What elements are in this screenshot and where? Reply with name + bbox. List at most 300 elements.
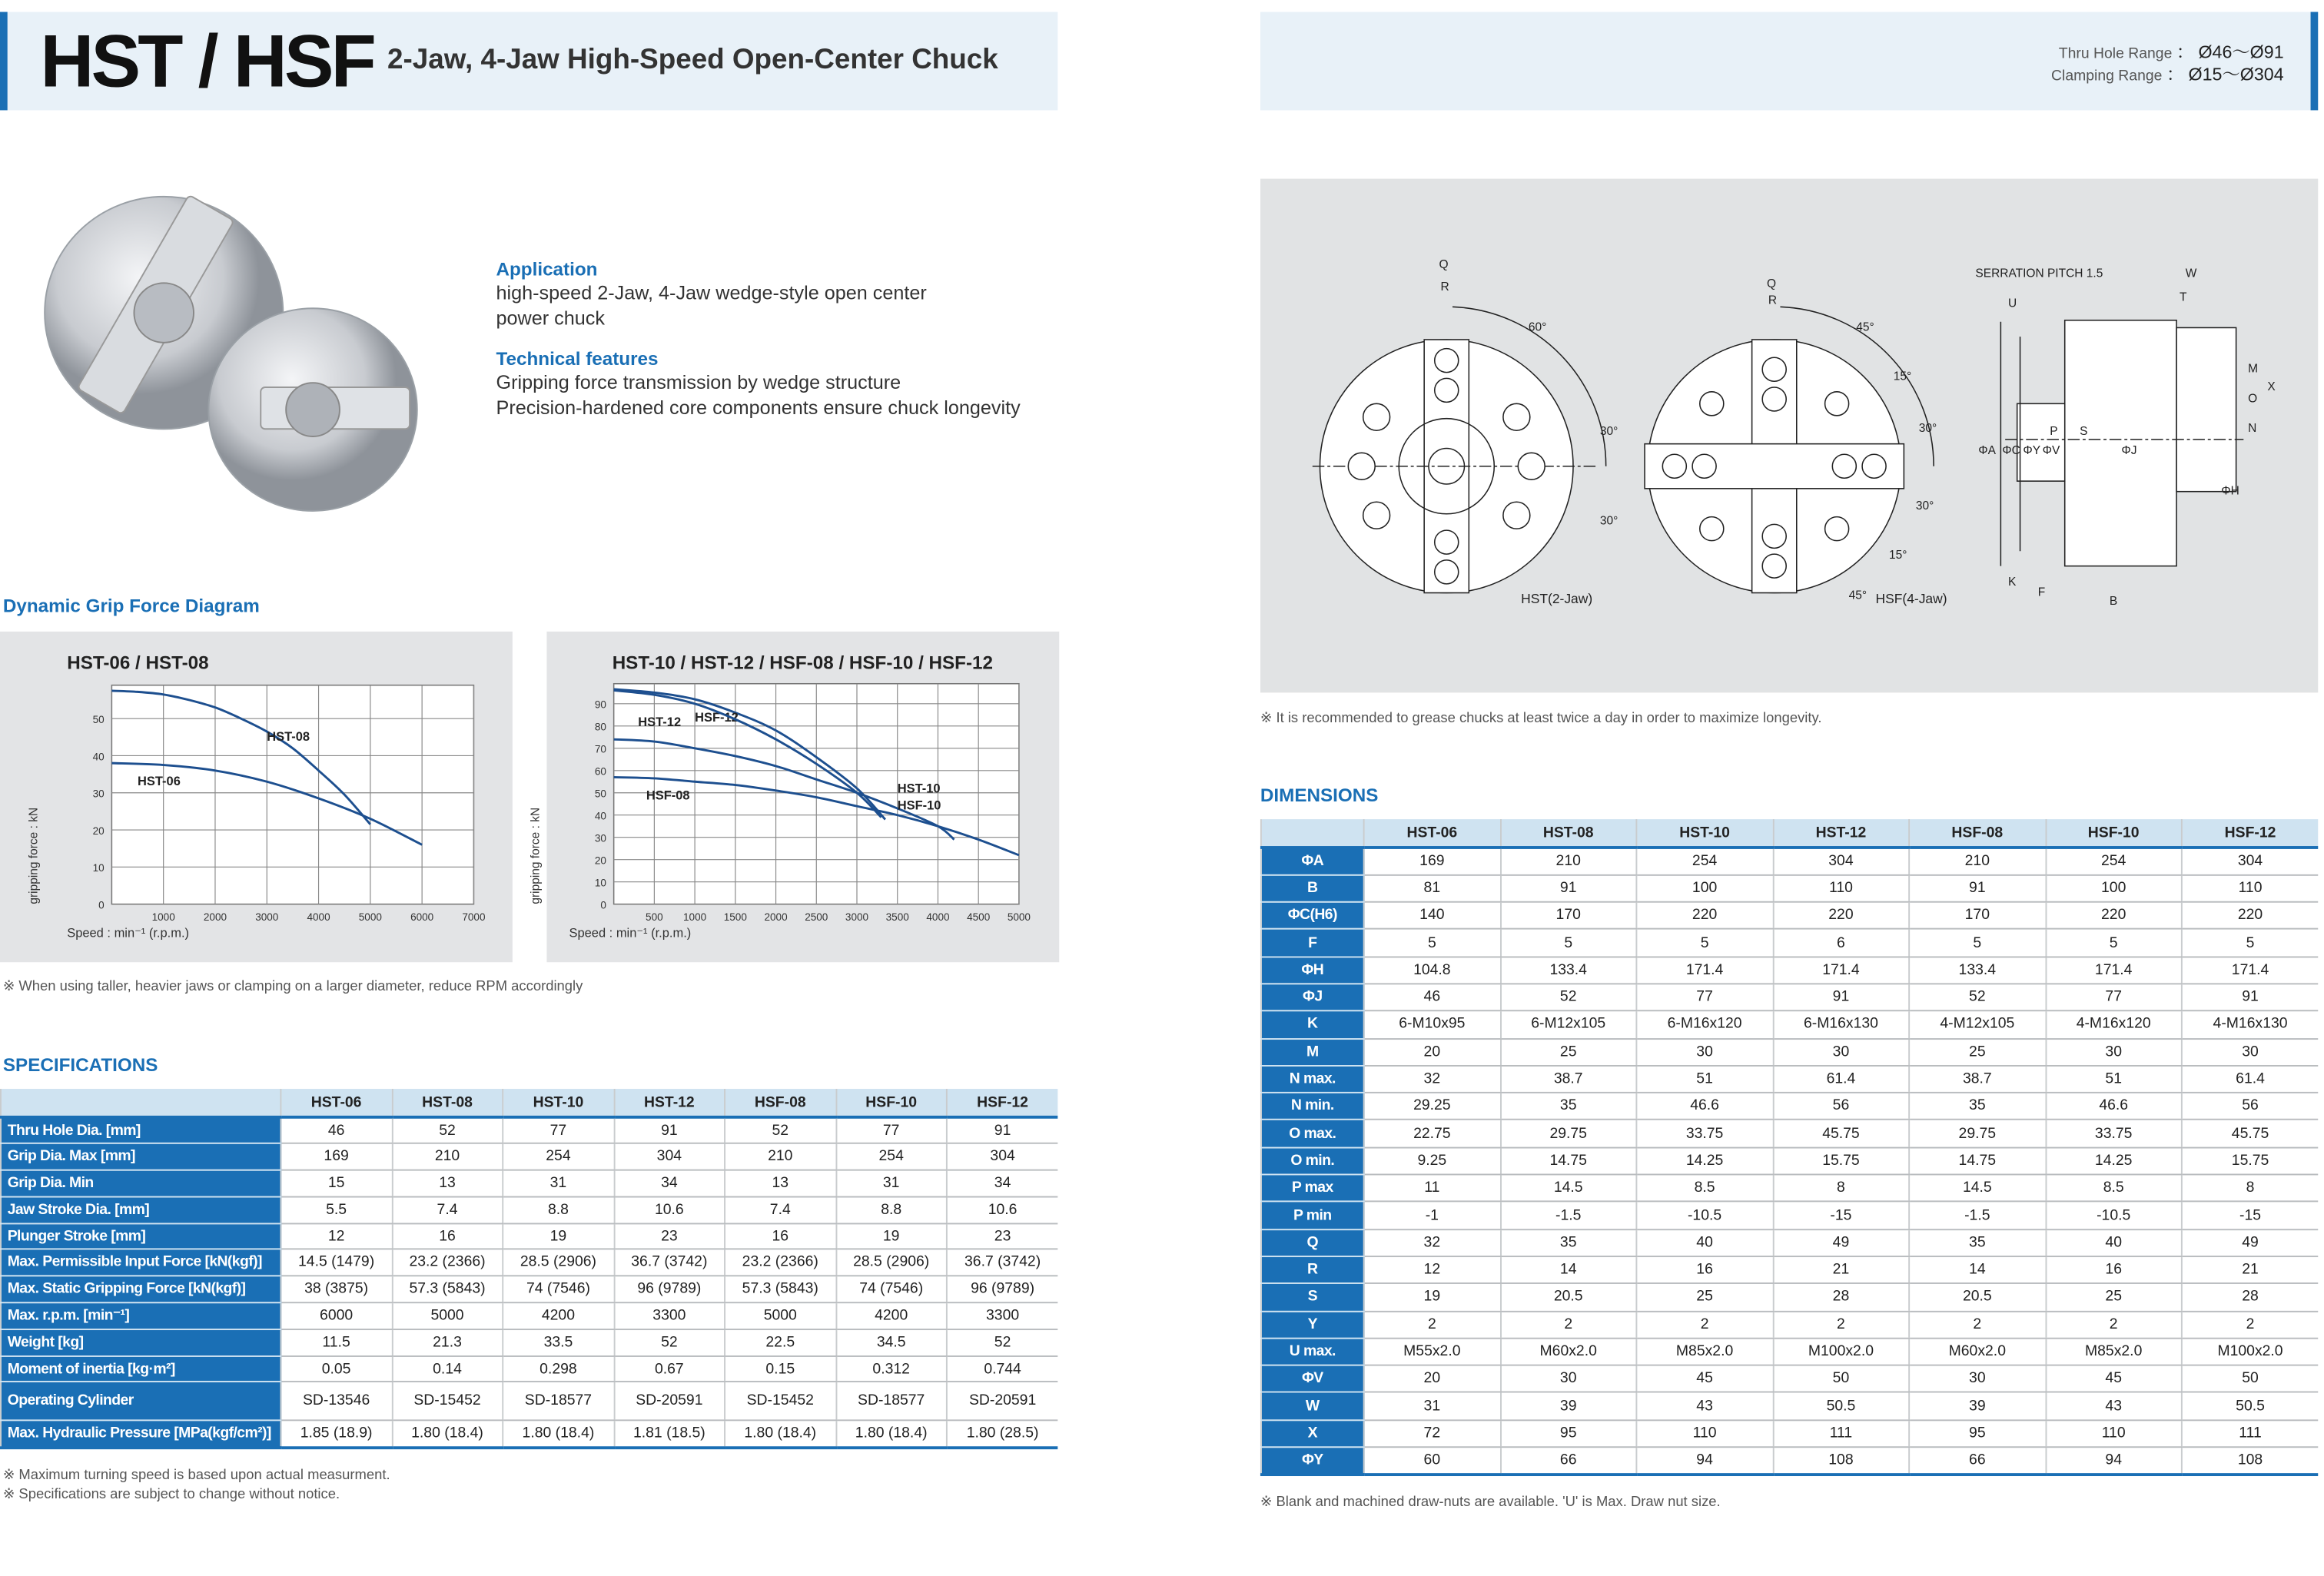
- table-cell: 16: [1636, 1256, 1772, 1283]
- row-label: X: [1261, 1420, 1364, 1447]
- table-cell: 0.05: [281, 1355, 391, 1382]
- chart-title: HST-10 / HST-12 / HSF-08 / HSF-10 / HSF-12: [612, 652, 993, 674]
- x-tick-label: 1000: [151, 911, 175, 923]
- table-row: [1, 1170, 1057, 1196]
- table-cell: 171.4: [1773, 957, 1909, 984]
- table-cell: 3300: [614, 1302, 725, 1329]
- table-cell: 5: [1636, 929, 1772, 956]
- dim-label: X: [2267, 380, 2276, 393]
- table-cell: 77: [1636, 984, 1772, 1010]
- table-row: [1261, 929, 2318, 956]
- table-cell: 35: [1909, 1093, 2045, 1120]
- table-cell: 46.6: [1636, 1093, 1772, 1120]
- table-cell: SD-18577: [835, 1382, 946, 1421]
- x-tick-label: 7000: [462, 911, 486, 923]
- y-tick-label: 20: [92, 824, 105, 837]
- table-cell: 50.5: [1773, 1392, 1909, 1419]
- table-cell: 5: [2046, 929, 2182, 956]
- table-cell: 72: [1364, 1420, 1500, 1447]
- table-cell: 25: [1909, 1038, 2045, 1065]
- column-header: HSF-10: [2046, 819, 2182, 848]
- dim-label: R: [1440, 280, 1449, 294]
- table-cell: 111: [1773, 1420, 1909, 1447]
- x-tick-label: 5000: [358, 911, 382, 923]
- table-cell: 61.4: [2182, 1066, 2318, 1093]
- table-cell: 133.4: [1500, 957, 1636, 984]
- x-tick-label: 6000: [410, 911, 434, 923]
- y-tick-label: 80: [594, 721, 606, 733]
- table-row: [1, 1276, 1057, 1302]
- table-row: [1261, 1256, 2318, 1283]
- table-row: [1261, 874, 2318, 901]
- table-cell: 91: [1773, 984, 1909, 1010]
- table-cell: 36.7 (3742): [614, 1249, 725, 1276]
- row-label: M: [1261, 1038, 1364, 1065]
- table-cell: 2: [1636, 1311, 1772, 1338]
- table-cell: 8.8: [503, 1196, 613, 1223]
- table-cell: 57.3 (5843): [725, 1276, 835, 1302]
- row-label: N min.: [1261, 1093, 1364, 1120]
- table-cell: 8: [2182, 1175, 2318, 1202]
- row-label: Thru Hole Dia. [mm]: [1, 1117, 281, 1143]
- table-cell: 56: [2182, 1093, 2318, 1120]
- table-cell: 45.75: [2182, 1120, 2318, 1147]
- header-corner: [1, 1089, 281, 1117]
- table-cell: 104.8: [1364, 957, 1500, 984]
- table-cell: 6000: [281, 1302, 391, 1329]
- table-cell: -15: [2182, 1202, 2318, 1229]
- table-cell: 50: [1773, 1365, 1909, 1392]
- series-label: HST-10: [897, 781, 941, 796]
- table-cell: 0.298: [503, 1355, 613, 1382]
- column-header: HSF-10: [835, 1089, 946, 1117]
- spec-note: ※ Maximum turning speed is based upon actual measurment.: [2, 1467, 390, 1484]
- table-row: [1261, 1420, 2318, 1447]
- row-label: F: [1261, 929, 1364, 956]
- table-cell: 66: [1500, 1447, 1636, 1474]
- chart-title: HST-06 / HST-08: [67, 652, 209, 674]
- dim-label: 60°: [1528, 320, 1547, 334]
- x-tick-label: 4000: [307, 911, 330, 923]
- table-row: [1261, 984, 2318, 1010]
- y-tick-label: 10: [92, 862, 105, 874]
- table-cell: 39: [1909, 1392, 2045, 1419]
- table-cell: 30: [1636, 1038, 1772, 1065]
- table-cell: 46: [1364, 984, 1500, 1010]
- table-row: [1, 1329, 1057, 1355]
- table-cell: 140: [1364, 902, 1500, 929]
- table-cell: 254: [503, 1143, 613, 1170]
- table-cell: 6: [1773, 929, 1909, 956]
- table-row: [1261, 1283, 2318, 1310]
- table-cell: 10.6: [614, 1196, 725, 1223]
- features-text: Precision-hardened core components ensure chuck longevity: [496, 396, 1021, 419]
- hst-2jaw-front-view: [1313, 258, 1618, 606]
- y-tick-label: 90: [594, 698, 606, 711]
- table-cell: 38.7: [1500, 1066, 1636, 1093]
- y-tick-label: 50: [594, 788, 606, 800]
- x-tick-label: 4500: [967, 911, 991, 923]
- table-cell: 6-M16x120: [1636, 1011, 1772, 1038]
- table-cell: 2: [1773, 1311, 1909, 1338]
- table-cell: 19: [1364, 1283, 1500, 1310]
- table-cell: 52: [725, 1117, 835, 1143]
- table-cell: 23: [614, 1223, 725, 1249]
- row-label: W: [1261, 1392, 1364, 1419]
- table-cell: M100x2.0: [1773, 1338, 1909, 1365]
- table-cell: 50.5: [2182, 1392, 2318, 1419]
- table-cell: 5000: [392, 1302, 503, 1329]
- row-label: Weight [kg]: [1, 1329, 281, 1355]
- plot-area: [111, 685, 473, 904]
- table-cell: 133.4: [1909, 957, 2045, 984]
- table-cell: 29.75: [1500, 1120, 1636, 1147]
- table-cell: M100x2.0: [2182, 1338, 2318, 1365]
- table-cell: 25: [1636, 1283, 1772, 1310]
- table-cell: 169: [281, 1143, 391, 1170]
- table-cell: 10.6: [947, 1196, 1057, 1223]
- table-cell: 15.75: [1773, 1147, 1909, 1174]
- table-row: [1261, 957, 2318, 984]
- dim-label: ΦV: [2042, 444, 2060, 458]
- table-cell: 7.4: [392, 1196, 503, 1223]
- y-tick-label: 20: [594, 854, 606, 867]
- table-cell: 220: [1773, 902, 1909, 929]
- dim-label: T: [2179, 290, 2187, 304]
- x-tick-label: 2500: [805, 911, 828, 923]
- table-cell: -1.5: [1909, 1202, 2045, 1229]
- table-cell: 95: [1500, 1420, 1636, 1447]
- table-cell: 20: [1364, 1038, 1500, 1065]
- table-header-row: [1, 1089, 1057, 1117]
- table-cell: 14.75: [1909, 1147, 2045, 1174]
- table-cell: 16: [392, 1223, 503, 1249]
- y-tick-label: 60: [594, 765, 606, 778]
- table-cell: 110: [1636, 1420, 1772, 1447]
- table-cell: 56: [1773, 1093, 1909, 1120]
- dim-label: 45°: [1848, 589, 1868, 602]
- series-label: HST-06: [138, 775, 181, 789]
- table-cell: 22.5: [725, 1329, 835, 1355]
- column-header: HST-12: [614, 1089, 725, 1117]
- table-cell: 32: [1364, 1229, 1500, 1256]
- column-header: HST-06: [1364, 819, 1500, 848]
- series-label: HSF-08: [646, 788, 690, 803]
- table-cell: M60x2.0: [1909, 1338, 2045, 1365]
- dim-label: ΦC: [2002, 444, 2020, 458]
- y-tick-label: 40: [92, 751, 105, 763]
- table-cell: 254: [835, 1143, 946, 1170]
- table-cell: 74 (7546): [503, 1276, 613, 1302]
- dim-label: F: [2037, 586, 2046, 599]
- table-cell: 25: [2046, 1283, 2182, 1310]
- table-cell: 2: [1364, 1311, 1500, 1338]
- table-cell: 170: [1500, 902, 1636, 929]
- table-cell: 43: [2046, 1392, 2182, 1419]
- table-cell: 210: [392, 1143, 503, 1170]
- x-tick-label: 1000: [683, 911, 707, 923]
- dim-label: W: [2185, 267, 2197, 280]
- table-cell: 35: [1909, 1229, 2045, 1256]
- table-cell: 15.75: [2182, 1147, 2318, 1174]
- dim-label: R: [1768, 294, 1778, 307]
- table-cell: 304: [614, 1143, 725, 1170]
- application-text: high-speed 2-Jaw, 4-Jaw wedge-style open center: [496, 281, 927, 304]
- chuck-product-photo: [37, 186, 439, 521]
- table-cell: 110: [1773, 874, 1909, 901]
- table-cell: 36.7 (3742): [947, 1249, 1057, 1276]
- application-heading: Application: [496, 259, 598, 280]
- table-cell: 30: [1500, 1365, 1636, 1392]
- table-cell: 46: [281, 1117, 391, 1143]
- table-cell: M55x2.0: [1364, 1338, 1500, 1365]
- dim-label: M: [2248, 362, 2259, 376]
- table-row: [1261, 1365, 2318, 1392]
- table-cell: 108: [2182, 1447, 2318, 1474]
- row-label: ΦV: [1261, 1365, 1364, 1392]
- product-subtitle: 2-Jaw, 4-Jaw High-Speed Open-Center Chuck: [387, 45, 998, 76]
- table-cell: 30: [1909, 1365, 2045, 1392]
- table-cell: 171.4: [2046, 957, 2182, 984]
- x-tick-label: 500: [646, 911, 663, 923]
- table-cell: 19: [835, 1223, 946, 1249]
- table-cell: SD-20591: [947, 1382, 1057, 1421]
- column-header: HSF-12: [2182, 819, 2318, 848]
- column-header: HST-08: [1500, 819, 1636, 848]
- dim-label: P: [2050, 425, 2058, 439]
- row-label: O min.: [1261, 1147, 1364, 1174]
- table-cell: 111: [2182, 1420, 2318, 1447]
- table-cell: 29.25: [1364, 1093, 1500, 1120]
- table-cell: 14: [1500, 1256, 1636, 1283]
- table-row: [1261, 1229, 2318, 1256]
- table-cell: 22.75: [1364, 1120, 1500, 1147]
- table-cell: 0.14: [392, 1355, 503, 1382]
- row-label: P max: [1261, 1175, 1364, 1202]
- grip-force-chart-2: [529, 632, 1059, 962]
- table-cell: 91: [1500, 874, 1636, 901]
- dim-label: Q: [1767, 277, 1777, 291]
- table-row: [1261, 1093, 2318, 1120]
- dim-label: SERRATION PITCH 1.5: [1975, 267, 2103, 280]
- y-tick-label: 30: [92, 788, 105, 800]
- table-cell: 34.5: [835, 1329, 946, 1355]
- table-row: [1, 1355, 1057, 1382]
- table-row: [1, 1196, 1057, 1223]
- table-cell: 35: [1500, 1229, 1636, 1256]
- table-cell: 1.80 (18.4): [503, 1421, 613, 1447]
- row-label: Jaw Stroke Dia. [mm]: [1, 1196, 281, 1223]
- table-cell: 28: [1773, 1283, 1909, 1310]
- specifications-table: [0, 1089, 1057, 1449]
- table-cell: 91: [947, 1117, 1057, 1143]
- spec-note: ※ Specifications are subject to change without notice.: [2, 1486, 340, 1503]
- table-cell: 94: [1636, 1447, 1772, 1474]
- table-cell: 25: [1500, 1038, 1636, 1065]
- table-cell: 2: [2046, 1311, 2182, 1338]
- table-cell: 20.5: [1909, 1283, 2045, 1310]
- table-row: [1, 1117, 1057, 1143]
- table-cell: 12: [1364, 1256, 1500, 1283]
- table-cell: 31: [503, 1170, 613, 1196]
- row-label: B: [1261, 874, 1364, 901]
- table-cell: 11: [1364, 1175, 1500, 1202]
- y-axis-label: gripping force : kN: [27, 807, 41, 904]
- table-cell: 45: [1636, 1365, 1772, 1392]
- table-cell: 4-M16x130: [2182, 1011, 2318, 1038]
- table-cell: 29.75: [1909, 1120, 2045, 1147]
- row-label: Operating Cylinder: [1, 1382, 281, 1421]
- application-text: power chuck: [496, 307, 605, 330]
- row-label: Grip Dia. Min: [1, 1170, 281, 1196]
- table-cell: 100: [2046, 874, 2182, 901]
- table-cell: 77: [503, 1117, 613, 1143]
- table-cell: 19: [503, 1223, 613, 1249]
- table-cell: M85x2.0: [1636, 1338, 1772, 1365]
- table-row: [1261, 1311, 2318, 1338]
- table-cell: 13: [392, 1170, 503, 1196]
- table-cell: 52: [1500, 984, 1636, 1010]
- header-corner: [1261, 819, 1364, 848]
- table-cell: 28.5 (2906): [835, 1249, 946, 1276]
- row-label: Max. Permissible Input Force [kN(kgf)]: [1, 1249, 281, 1276]
- table-cell: 13: [725, 1170, 835, 1196]
- x-tick-label: 3500: [885, 911, 909, 923]
- table-cell: 52: [392, 1117, 503, 1143]
- table-cell: 39: [1500, 1392, 1636, 1419]
- grip-force-chart-1: [0, 632, 513, 962]
- view-caption: HSF(4-Jaw): [1875, 591, 1947, 607]
- column-header: HST-06: [281, 1089, 391, 1117]
- table-cell: 3300: [947, 1302, 1057, 1329]
- diagram-heading: Dynamic Grip Force Diagram: [2, 596, 260, 617]
- series-label: HSF-12: [695, 711, 739, 725]
- dim-label: ΦJ: [2121, 444, 2137, 458]
- grease-note: ※ It is recommended to grease chucks at least twice a day in order to maximize longevity.: [1260, 710, 1822, 727]
- row-label: Max. Static Gripping Force [kN(kgf)]: [1, 1276, 281, 1302]
- table-row: [1261, 1120, 2318, 1147]
- dim-label: U: [2008, 297, 2017, 310]
- table-row: [1261, 1066, 2318, 1093]
- dim-label: B: [2109, 595, 2118, 609]
- table-row: [1261, 1011, 2318, 1038]
- table-cell: 220: [2046, 902, 2182, 929]
- table-cell: 30: [2182, 1038, 2318, 1065]
- table-cell: 171.4: [2182, 957, 2318, 984]
- row-label: K: [1261, 1011, 1364, 1038]
- table-cell: 304: [1773, 848, 1909, 874]
- table-cell: 5: [1909, 929, 2045, 956]
- row-label: Moment of inertia [kg·m²]: [1, 1355, 281, 1382]
- table-cell: 95: [1909, 1420, 2045, 1447]
- table-cell: 38 (3875): [281, 1276, 391, 1302]
- table-cell: 52: [614, 1329, 725, 1355]
- table-cell: 4-M12x105: [1909, 1011, 2045, 1038]
- table-cell: 2: [2182, 1311, 2318, 1338]
- table-row: [1, 1382, 1057, 1421]
- row-label: ΦJ: [1261, 984, 1364, 1010]
- table-cell: 0.744: [947, 1355, 1057, 1382]
- dim-label: S: [2080, 425, 2088, 439]
- dim-label: K: [2008, 575, 2017, 589]
- table-cell: 210: [1500, 848, 1636, 874]
- dim-label: O: [2248, 392, 2258, 406]
- table-cell: 2: [1909, 1311, 2045, 1338]
- table-row: [1261, 1392, 2318, 1419]
- table-cell: 40: [1636, 1229, 1772, 1256]
- table-cell: 57.3 (5843): [392, 1276, 503, 1302]
- table-cell: 49: [1773, 1229, 1909, 1256]
- dim-label: N: [2248, 422, 2257, 436]
- table-cell: 51: [1636, 1066, 1772, 1093]
- table-cell: 23.2 (2366): [725, 1249, 835, 1276]
- y-tick-label: 50: [92, 713, 105, 725]
- table-cell: 43: [1636, 1392, 1772, 1419]
- table-cell: 4200: [835, 1302, 946, 1329]
- table-cell: 6-M16x130: [1773, 1011, 1909, 1038]
- table-row: [1, 1143, 1057, 1170]
- column-header: HST-10: [1636, 819, 1772, 848]
- table-cell: 33.75: [2046, 1120, 2182, 1147]
- table-row: [1261, 1175, 2318, 1202]
- features-text: Gripping force transmission by wedge structure: [496, 370, 901, 393]
- table-cell: 38.7: [1909, 1066, 2045, 1093]
- table-cell: 61.4: [1773, 1066, 1909, 1093]
- column-header: HST-10: [503, 1089, 613, 1117]
- thru-hole-range: Thru Hole Range ： Ø46～Ø91: [2058, 41, 2284, 63]
- row-label: P min: [1261, 1202, 1364, 1229]
- table-cell: -15: [1773, 1202, 1909, 1229]
- y-tick-label: 70: [594, 743, 606, 755]
- table-cell: 52: [947, 1329, 1057, 1355]
- diagram-note: ※ When using taller, heavier jaws or clamping on a larger diameter, reduce RPM accordingly: [2, 978, 583, 995]
- table-cell: 60: [1364, 1447, 1500, 1474]
- table-cell: 34: [614, 1170, 725, 1196]
- chart-panel-2: [529, 632, 1059, 962]
- table-cell: 1.80 (18.4): [725, 1421, 835, 1447]
- table-cell: 9.25: [1364, 1147, 1500, 1174]
- dim-label: ΦY: [2023, 444, 2041, 458]
- table-cell: 14.25: [1636, 1147, 1772, 1174]
- dim-label: ΦH: [2221, 484, 2239, 498]
- table-row: [1261, 1147, 2318, 1174]
- row-label: N max.: [1261, 1066, 1364, 1093]
- table-cell: 74 (7546): [835, 1276, 946, 1302]
- table-cell: 210: [725, 1143, 835, 1170]
- table-cell: 28: [2182, 1283, 2318, 1310]
- row-label: U max.: [1261, 1338, 1364, 1365]
- row-label: Plunger Stroke [mm]: [1, 1223, 281, 1249]
- table-cell: 45.75: [1773, 1120, 1909, 1147]
- row-label: Q: [1261, 1229, 1364, 1256]
- table-cell: 304: [947, 1143, 1057, 1170]
- table-cell: 21.3: [392, 1329, 503, 1355]
- table-cell: SD-20591: [614, 1382, 725, 1421]
- table-cell: 14.5: [1909, 1175, 2045, 1202]
- x-tick-label: 1500: [723, 911, 747, 923]
- table-row: [1, 1223, 1057, 1249]
- table-cell: 1.80 (18.4): [835, 1421, 946, 1447]
- hsf-4jaw-front-view: [1645, 277, 1947, 606]
- table-row: [1261, 1338, 2318, 1365]
- table-cell: 91: [614, 1117, 725, 1143]
- table-row: [1261, 902, 2318, 929]
- y-tick-label: 40: [594, 810, 606, 822]
- y-tick-label: 30: [594, 832, 606, 844]
- table-cell: 1.80 (28.5): [947, 1421, 1057, 1447]
- table-cell: 21: [1773, 1256, 1909, 1283]
- table-cell: 15: [281, 1170, 391, 1196]
